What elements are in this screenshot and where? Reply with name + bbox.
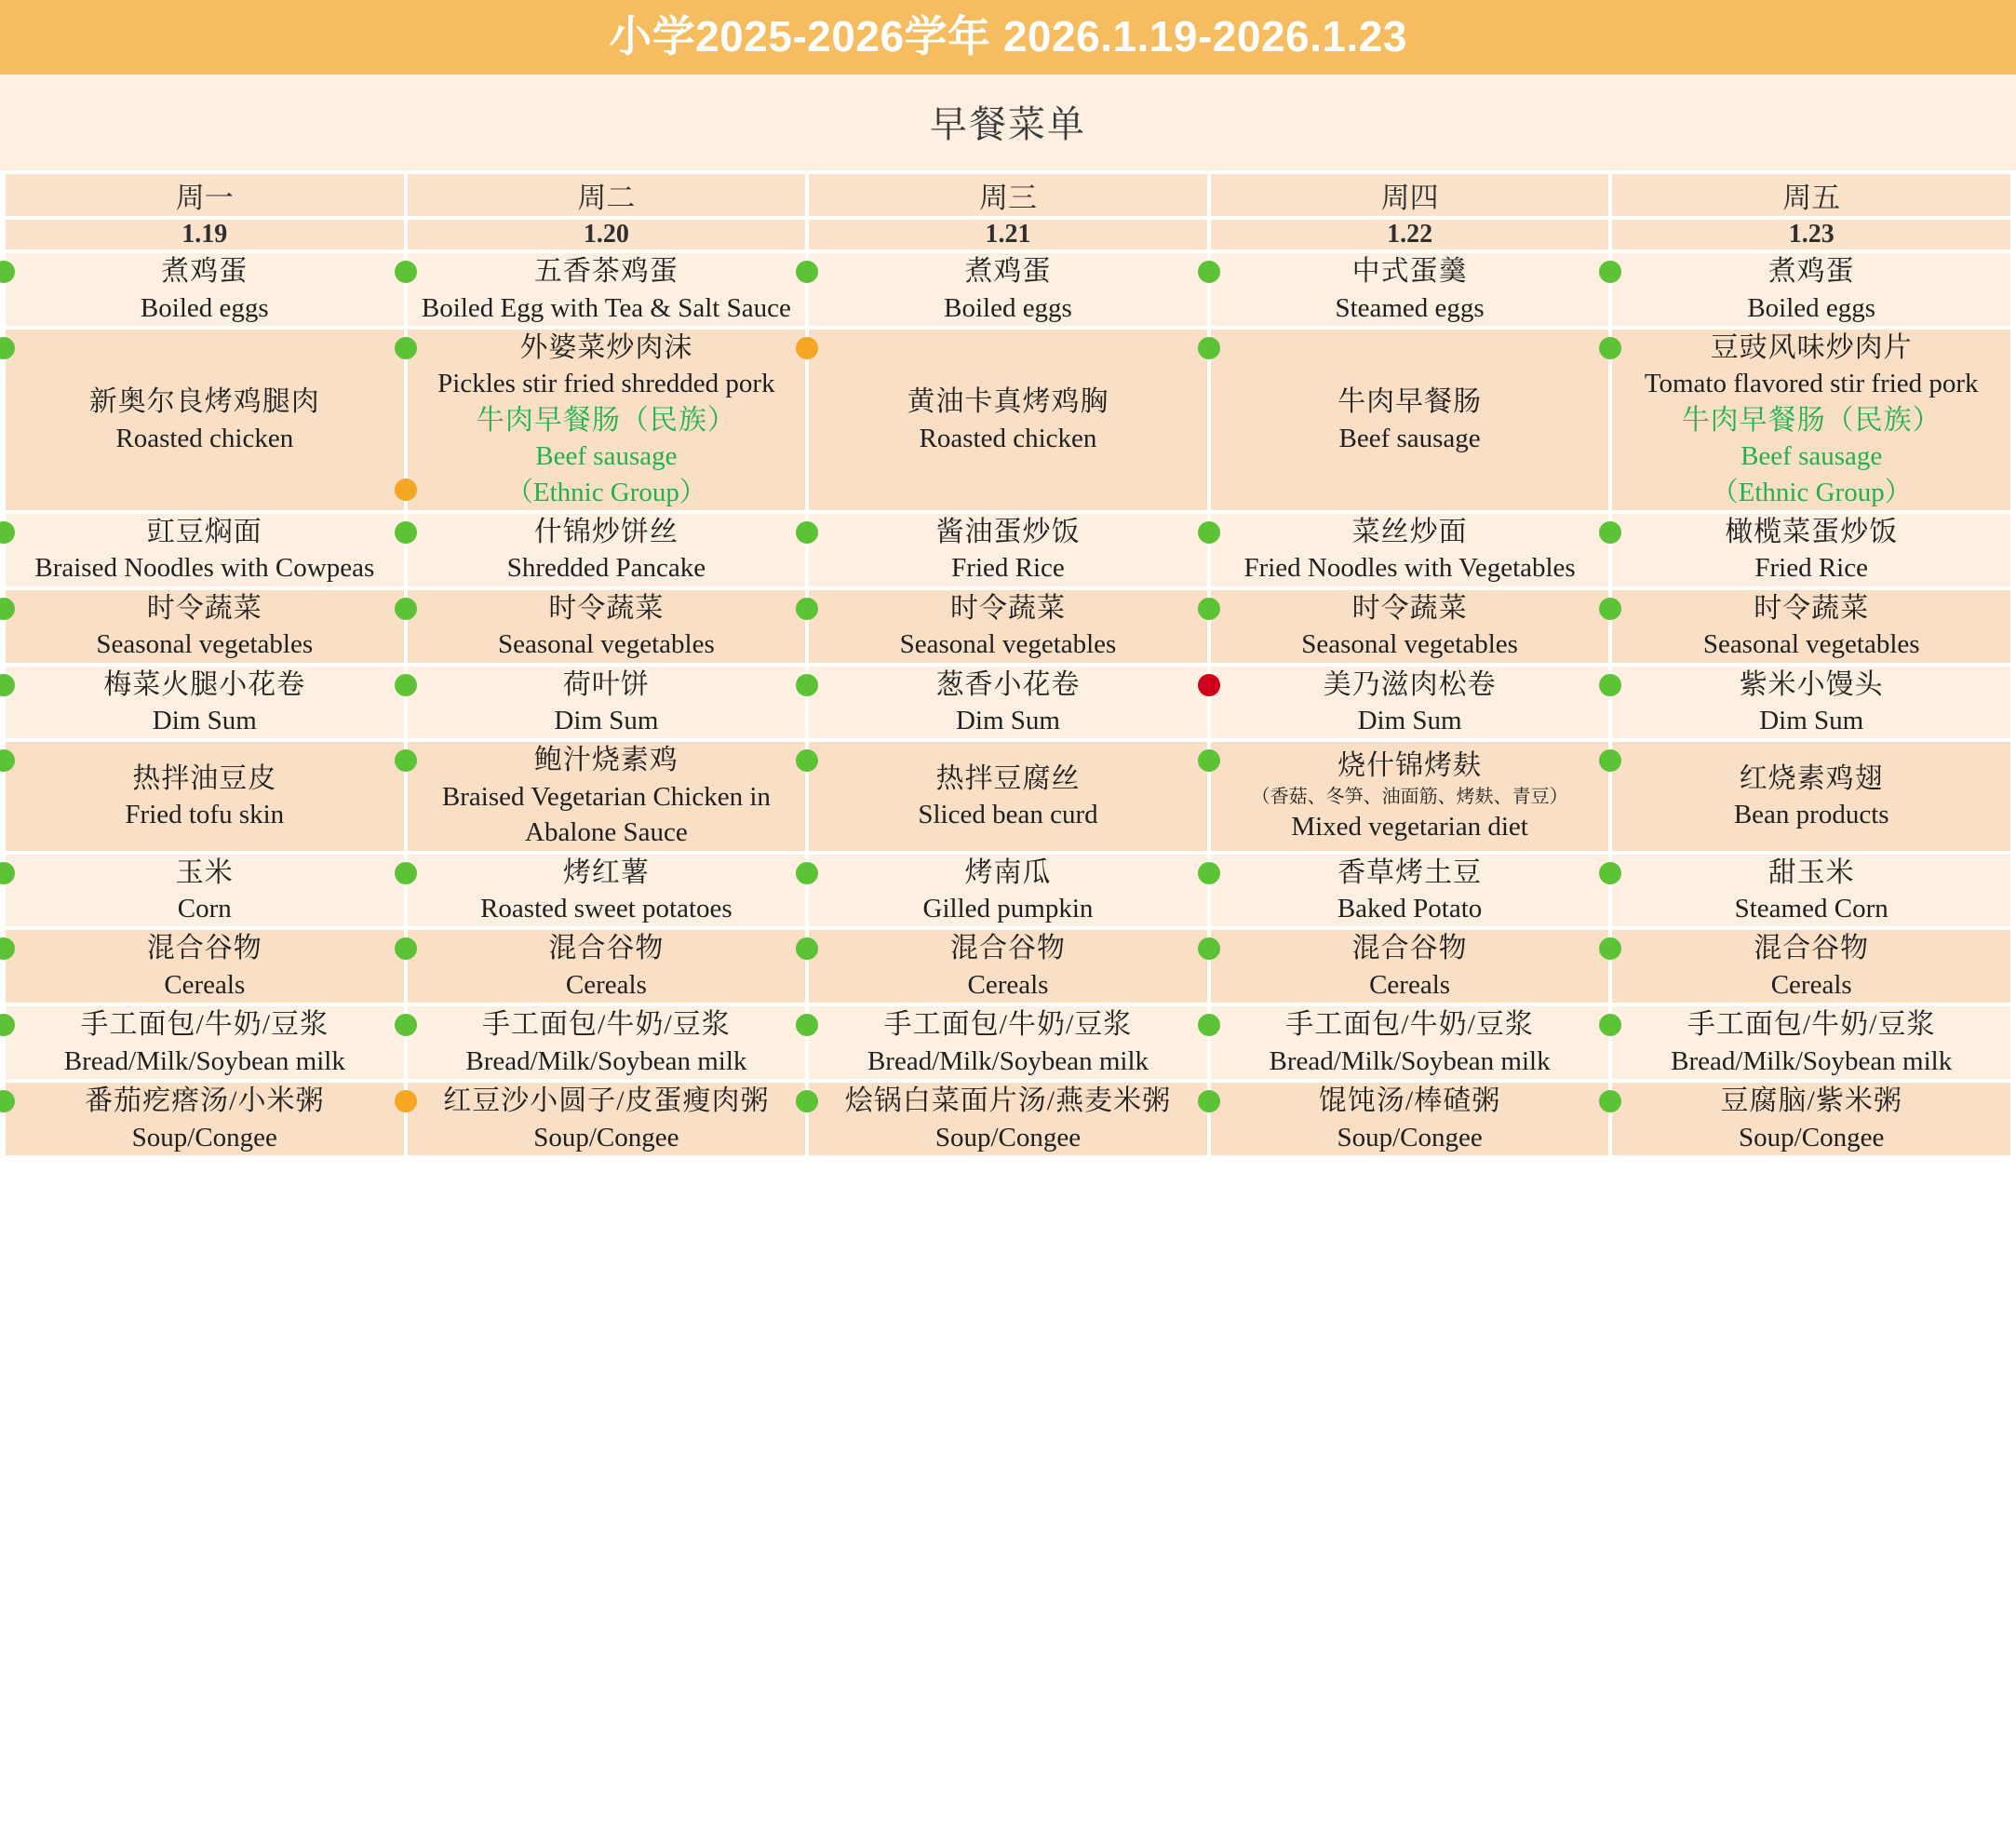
dish-name-en: Seasonal vegetables [1301,629,1518,660]
spice-level-red-icon [1198,674,1220,696]
menu-cell [6,855,404,927]
spice-level-green-icon [1198,862,1220,884]
dish-name-cn: 时令蔬菜 [949,592,1066,624]
dish-name-en: Fried Rice [1754,553,1868,584]
spice-level-orange-icon [395,1090,417,1112]
dish-name-en: Bean products [1733,800,1889,830]
dish-alt-name-en: （Ethnic Group） [1711,477,1912,507]
dish-name-en: Soup/Congee [1337,1122,1483,1152]
spice-level-green-icon [1198,521,1220,544]
date-header-tue: 1.20 [408,220,806,249]
dish-name-en: Dim Sum [1357,706,1462,736]
dish-name-cn: 外婆菜炒肉沫 [519,331,693,363]
dish-name-cn: 混合谷物 [548,933,665,964]
dish-alt-name-cn: 牛肉早餐肠（民族） [1681,404,1942,436]
menu-cell [1612,930,2010,1003]
menu-cell [809,742,1207,850]
menu-cell [1612,1006,2010,1079]
dish-name-en: Boiled Egg with Tea & Salt Sauce [421,292,791,323]
dish-name-cn: 酱油蛋炒饭 [935,516,1081,547]
spice-level-green-icon [796,674,818,696]
menu-cell [6,930,404,1003]
dish-name-cn: 菜丝炒面 [1351,516,1468,547]
dish-name-en: Roasted sweet potatoes [480,894,732,924]
dish-name-en: Cereals [565,970,647,1000]
menu-cell [1211,742,1609,850]
spice-level-green-icon [796,521,818,544]
dish-alt-name-en: （Ethnic Group） [505,477,706,507]
dish-name-cn: 时令蔬菜 [1754,592,1870,624]
dish-name-cn: 烩锅白菜面片汤/燕麦米粥 [844,1085,1172,1117]
dish-name-cn: 手工面包/牛奶/豆浆 [1285,1009,1534,1041]
dish-name-cn: 混合谷物 [949,933,1066,964]
dish-name-cn: 甜玉米 [1767,856,1855,888]
day-header-row [6,174,2010,216]
menu-row [6,330,2010,510]
dish-name-cn: 红烧素鸡翅 [1739,762,1884,794]
dish-name-cn: 橄榄菜蛋炒饭 [1725,516,1899,547]
menu-cell [6,253,404,326]
dish-name-cn: 荷叶饼 [562,668,650,700]
dish-name-en: Bread/Milk/Soybean milk [465,1045,747,1076]
dish-name-cn: 煮鸡蛋 [161,256,249,287]
spice-level-green-icon [1599,674,1621,696]
menu-row [6,1006,2010,1079]
dish-name-en: Sliced bean curd [918,800,1098,830]
dish-name-en: Steamed Corn [1734,894,1888,924]
spice-level-green-icon [796,261,818,283]
spice-level-green-icon [395,337,417,359]
dish-name-en: Gilled pumpkin [922,894,1094,924]
menu-cell [6,330,404,510]
menu-cell [1211,330,1609,510]
menu-cell [1211,1006,1609,1079]
day-header-fri: 周五 [1612,174,2010,216]
dish-name-cn: 混合谷物 [1351,933,1468,964]
menu-cell [6,1083,404,1155]
menu-cell [1612,514,2010,586]
dish-name-cn: 热拌油豆皮 [132,762,277,794]
day-header-mon: 周一 [6,174,404,216]
menu-cell [6,1006,404,1079]
spice-level-green-icon [1198,598,1220,620]
menu-row [6,590,2010,663]
dish-name-en: Dim Sum [1759,706,1864,736]
dish-name-cn: 葱香小花卷 [935,668,1081,700]
date-header-mon: 1.19 [6,220,404,249]
dish-name-cn: 手工面包/牛奶/豆浆 [1687,1009,1936,1041]
spice-level-green-icon [395,1014,417,1036]
dish-name-en: Cereals [1369,970,1451,1000]
dish-name-en: Dim Sum [955,706,1060,736]
dish-name-cn: 豆腐脑/紫米粥 [1720,1085,1902,1117]
dish-name-en: Soup/Congee [934,1122,1082,1152]
dish-name-en: Mixed vegetarian diet [1291,812,1528,842]
dish-name-en: Dim Sum [152,706,257,736]
spice-level-green-icon [0,337,15,359]
dish-name-cn: 时令蔬菜 [548,592,665,624]
menu-cell [6,514,404,586]
spice-level-green-icon [395,749,417,772]
dish-name-en: Cereals [164,970,246,1000]
dish-name-en: Seasonal vegetables [1702,629,1920,660]
dish-name-en: Bread/Milk/Soybean milk [63,1045,345,1076]
spice-level-green-icon [796,598,818,620]
menu-cell [408,330,806,510]
page-title: 小学2025-2026学年 2026.1.19-2026.1.23 [0,0,2016,74]
dish-name-cn: 手工面包/牛奶/豆浆 [482,1009,731,1041]
menu-cell [1612,253,2010,326]
menu-cell [1211,514,1609,586]
spice-level-green-icon [1198,1090,1220,1112]
dish-name-cn: 鲍汁烧素鸡 [533,745,679,776]
menu-cell [1211,855,1609,927]
dish-name-en: Fried tofu skin [125,800,285,830]
spice-level-green-icon [1198,261,1220,283]
dish-ingredients-note: （香菇、冬笋、油面筋、烤麸、青豆） [1251,786,1568,807]
dish-name-cn: 豇豆焖面 [146,516,262,547]
menu-cell [809,1006,1207,1079]
menu-cell [408,1006,806,1079]
day-header-tue: 周二 [408,174,806,216]
breakfast-menu-table [0,170,2016,1159]
menu-cell [1211,930,1609,1003]
dish-name-cn: 五香茶鸡蛋 [533,256,679,287]
dish-name-en: Braised Noodles with Cowpeas [34,553,375,584]
dish-name-en: Bread/Milk/Soybean milk [1671,1045,1953,1076]
menu-row [6,855,2010,927]
menu-cell [408,1083,806,1155]
menu-cell [1612,855,2010,927]
menu-cell [809,930,1207,1003]
dish-name-en: Roasted chicken [919,423,1097,453]
menu-cell [408,855,806,927]
dish-alt-name-cn: 牛肉早餐肠（民族） [476,404,736,436]
dish-name-cn: 梅菜火腿小花卷 [103,668,306,700]
menu-cell [6,742,404,850]
spice-level-orange-icon [796,337,818,359]
menu-row [6,930,2010,1003]
dish-name-en: Cereals [1770,970,1852,1000]
menu-cell [809,330,1207,510]
dish-name-cn: 烤红薯 [562,856,650,888]
spice-level-green-icon [1599,862,1621,884]
dish-name-en: Fried Rice [951,553,1065,584]
dish-name-cn: 混合谷物 [1754,933,1870,964]
dish-name-cn: 手工面包/牛奶/豆浆 [883,1009,1133,1041]
dish-name-en: Dim Sum [554,706,659,736]
dish-name-cn: 香草烤土豆 [1337,856,1483,888]
day-header-thu: 周四 [1211,174,1609,216]
spice-level-green-icon [796,862,818,884]
dish-name-cn: 美乃滋肉松卷 [1323,668,1497,700]
date-header-row [6,220,2010,249]
menu-row [6,514,2010,586]
dish-name-cn: 烧什锦烤麸 [1337,750,1483,782]
menu-cell [809,514,1207,586]
dish-name-en: Roasted chicken [115,423,294,453]
dish-name-en: Cereals [967,970,1049,1000]
dish-name-cn: 中式蛋羹 [1351,256,1468,287]
dish-name-en: Steamed eggs [1335,292,1485,323]
dish-name-cn: 热拌豆腐丝 [935,762,1081,794]
menu-cell [1612,590,2010,663]
dish-alt-name-en: Beef sausage [535,441,678,472]
dish-name-en: Seasonal vegetables [96,629,314,660]
dish-name-en: Boiled eggs [140,292,269,323]
menu-row [6,1083,2010,1155]
spice-level-green-icon [1599,598,1621,620]
dish-name-cn: 煮鸡蛋 [964,256,1052,287]
menu-cell [6,590,404,663]
dish-name-cn: 新奥尔良烤鸡腿肉 [88,385,320,417]
date-header-wed: 1.21 [809,220,1207,249]
spice-level-orange-icon [395,478,417,501]
menu-cell [408,514,806,586]
menu-cell [408,590,806,663]
spice-level-green-icon [395,521,417,544]
menu-cell [408,253,806,326]
date-header-thu: 1.22 [1211,220,1609,249]
dish-name-en: Soup/Congee [1739,1122,1885,1152]
menu-cell [1211,1083,1609,1155]
menu-cell [1612,667,2010,739]
menu-cell [1612,742,2010,850]
dish-name-cn: 混合谷物 [146,933,262,964]
spice-level-green-icon [1198,1014,1220,1036]
dish-name-cn: 时令蔬菜 [146,592,262,624]
dish-name-en: Baked Potato [1337,894,1483,924]
dish-name-en: Bread/Milk/Soybean milk [1269,1045,1551,1076]
dish-name-cn: 馄饨汤/棒碴粥 [1318,1085,1501,1117]
menu-cell [1612,1083,2010,1155]
dish-name-en: Corn [177,894,232,924]
menu-cell [408,667,806,739]
dish-name-cn: 黄油卡真烤鸡胸 [907,385,1109,417]
dish-name-en: Soup/Congee [131,1122,277,1152]
menu-cell [809,590,1207,663]
dish-name-cn: 红豆沙小圆子/皮蛋瘦肉粥 [443,1085,770,1117]
menu-cell [408,930,806,1003]
menu-cell [1211,667,1609,739]
menu-cell [809,253,1207,326]
dish-name-cn: 番茄疙瘩汤/小米粥 [85,1085,325,1117]
menu-body [6,253,2010,1155]
dish-name-cn: 紫米小馒头 [1739,668,1884,700]
dish-name-cn: 煮鸡蛋 [1767,256,1855,287]
menu-cell [809,855,1207,927]
menu-cell [6,667,404,739]
dish-name-en: Braised Vegetarian Chicken in Abalone Sauce [441,782,771,848]
spice-level-green-icon [395,261,417,283]
dish-name-en: Shredded Pancake [506,553,706,584]
menu-cell [1211,590,1609,663]
spice-level-green-icon [395,937,417,960]
date-header-fri: 1.23 [1612,220,2010,249]
dish-name-en: Bread/Milk/Soybean milk [867,1045,1149,1076]
spice-level-green-icon [1198,337,1220,359]
menu-cell [1612,330,2010,510]
dish-name-cn: 手工面包/牛奶/豆浆 [80,1009,329,1041]
menu-row [6,667,2010,739]
dish-name-en: Beef sausage [1338,423,1481,453]
dish-alt-name-en: Beef sausage [1740,441,1883,472]
dish-name-cn: 牛肉早餐肠 [1337,385,1483,417]
dish-name-cn: 烤南瓜 [964,856,1052,888]
menu-cell [1211,253,1609,326]
dish-name-cn: 玉米 [175,856,234,888]
spice-level-green-icon [395,598,417,620]
menu-row [6,253,2010,326]
menu-subtitle: 早餐菜单 [0,74,2016,170]
menu-row [6,742,2010,850]
dish-name-cn: 什锦炒饼丝 [533,516,679,547]
dish-name-cn: 时令蔬菜 [1351,592,1468,624]
dish-name-en: Soup/Congee [533,1122,679,1152]
spice-level-green-icon [395,862,417,884]
dish-name-en: Tomato flavored stir fried pork [1644,369,1979,399]
dish-name-en: Seasonal vegetables [498,629,715,660]
dish-name-en: Boiled eggs [944,292,1072,323]
dish-name-en: Pickles stir fried shredded pork [437,369,775,399]
spice-level-green-icon [395,674,417,696]
menu-cell [809,667,1207,739]
dish-name-cn: 豆豉风味炒肉片 [1710,331,1913,363]
dish-name-en: Seasonal vegetables [899,629,1117,660]
menu-cell [809,1083,1207,1155]
menu-cell [408,742,806,850]
dish-name-en: Boiled eggs [1747,292,1876,323]
day-header-wed: 周三 [809,174,1207,216]
dish-name-en: Fried Noodles with Vegetables [1243,553,1576,584]
